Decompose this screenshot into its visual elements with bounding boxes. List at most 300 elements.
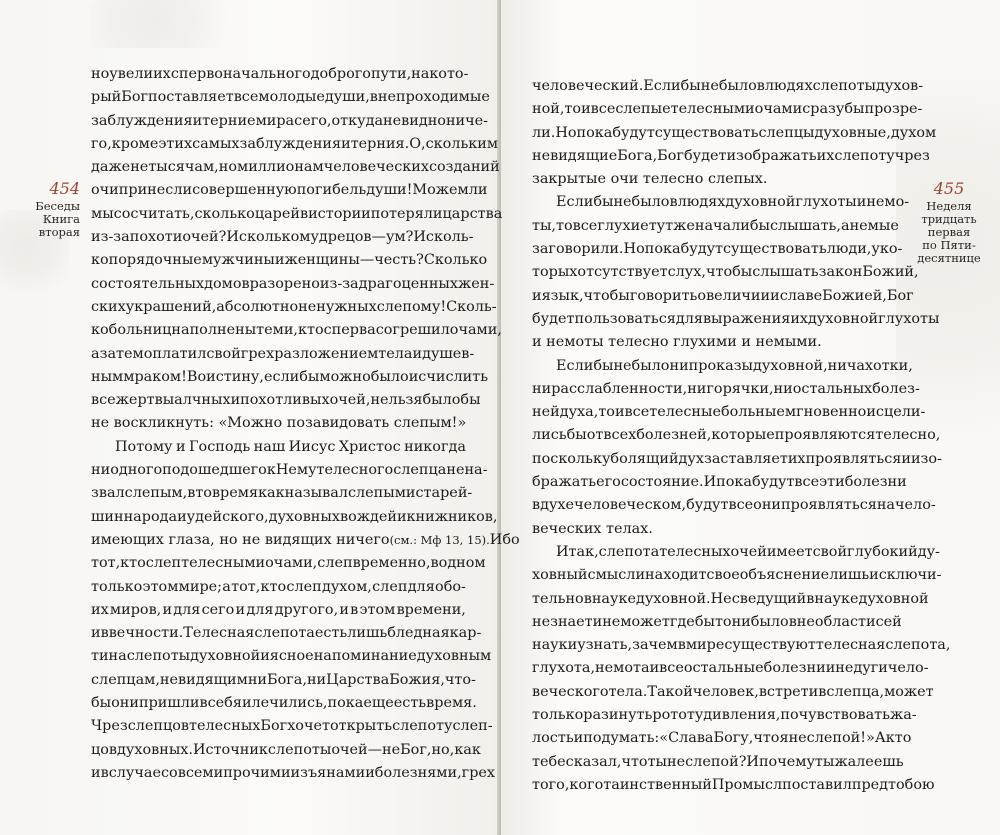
word: проявляться bbox=[805, 450, 902, 467]
word: для bbox=[246, 601, 274, 618]
text-line bbox=[91, 389, 481, 412]
text-line bbox=[91, 506, 498, 529]
word: было bbox=[718, 78, 757, 94]
word: слепцы bbox=[758, 124, 815, 141]
word: удивления, bbox=[694, 707, 781, 724]
text-line bbox=[91, 739, 481, 762]
word: слепота bbox=[598, 543, 660, 560]
word: очей bbox=[730, 543, 767, 560]
word: есть bbox=[314, 625, 348, 642]
word: в bbox=[369, 89, 378, 106]
word: совершенную bbox=[192, 182, 297, 199]
word: кто bbox=[120, 555, 146, 572]
word: духовной, bbox=[753, 357, 828, 374]
word: глухота, bbox=[532, 660, 596, 677]
word: Божия, bbox=[389, 671, 445, 688]
word: грех bbox=[240, 345, 275, 362]
text-line bbox=[532, 75, 924, 98]
word: начали bbox=[694, 217, 750, 234]
word: и bbox=[396, 508, 407, 525]
word: мы bbox=[91, 205, 114, 222]
word: мира bbox=[255, 112, 295, 129]
word: человеческий. bbox=[532, 78, 644, 94]
word: и bbox=[162, 601, 173, 618]
word: слепоту bbox=[834, 147, 895, 164]
word: все bbox=[659, 660, 684, 677]
word: жалеешь bbox=[834, 753, 904, 770]
word: будет bbox=[532, 310, 575, 327]
running-title-line: тридцать bbox=[921, 212, 977, 226]
word: и bbox=[581, 101, 591, 118]
running-title-line: вторая bbox=[38, 225, 80, 239]
word: Телесная bbox=[183, 625, 255, 642]
word: сперва bbox=[323, 322, 376, 339]
word: болезнями, bbox=[374, 764, 462, 781]
word: погибель bbox=[296, 182, 367, 199]
word: одного bbox=[110, 462, 163, 479]
word: почувствовать bbox=[780, 707, 890, 724]
word: пользоваться bbox=[574, 310, 676, 327]
word: язык, bbox=[541, 287, 584, 304]
text-line bbox=[91, 133, 499, 156]
word: ней bbox=[532, 404, 560, 421]
word: все bbox=[728, 497, 754, 514]
word: чело- bbox=[887, 660, 929, 677]
word: людях bbox=[677, 194, 726, 211]
word: жен- bbox=[458, 275, 495, 292]
running-title-line: Книга bbox=[42, 212, 80, 226]
word: мире bbox=[685, 637, 725, 654]
word: бы bbox=[749, 217, 770, 234]
word: затем bbox=[99, 345, 144, 362]
word: что bbox=[621, 753, 648, 770]
word: слеп bbox=[317, 555, 353, 572]
word: эти bbox=[819, 474, 845, 491]
word: будут bbox=[686, 497, 729, 514]
left-margin-note bbox=[20, 179, 80, 239]
word: их bbox=[790, 310, 809, 327]
word: лечились, bbox=[251, 695, 328, 712]
word: одном bbox=[438, 555, 486, 572]
word: кто bbox=[260, 578, 287, 595]
word: человеческом, bbox=[574, 497, 687, 514]
word: было bbox=[631, 194, 670, 211]
word: со bbox=[160, 764, 178, 781]
word: время. bbox=[426, 695, 477, 712]
word: очей, bbox=[329, 392, 371, 409]
text-line bbox=[91, 669, 476, 692]
word: кото- bbox=[429, 66, 469, 82]
text-line bbox=[91, 86, 490, 109]
word: подумать: bbox=[583, 730, 660, 747]
word: слеп bbox=[286, 578, 322, 595]
word: терние bbox=[202, 112, 256, 129]
word: разложением bbox=[274, 345, 379, 362]
word: объяснение bbox=[739, 567, 830, 584]
word: слепцам, bbox=[91, 671, 160, 688]
word: глухоты bbox=[795, 194, 857, 211]
word: духе bbox=[540, 497, 575, 514]
word: ни bbox=[731, 613, 751, 630]
word: из-за bbox=[319, 275, 359, 292]
word: и bbox=[235, 601, 246, 618]
word: слеп bbox=[145, 555, 182, 572]
text-line bbox=[532, 471, 907, 494]
word: Бог bbox=[121, 89, 149, 106]
word: рот bbox=[652, 707, 679, 724]
word: не bbox=[613, 357, 632, 374]
word: и bbox=[192, 112, 203, 129]
word: они bbox=[753, 497, 782, 514]
word: глухие bbox=[597, 217, 649, 234]
word: старей- bbox=[415, 485, 473, 502]
word: и bbox=[339, 601, 349, 618]
word: еще bbox=[363, 695, 394, 712]
word: их bbox=[153, 66, 171, 82]
word: веческого bbox=[532, 683, 609, 700]
word: то bbox=[556, 217, 573, 234]
word: мудрецов bbox=[299, 229, 372, 246]
word: из-за bbox=[91, 229, 130, 246]
text-line bbox=[532, 238, 903, 261]
word: домов bbox=[204, 275, 250, 292]
text-line bbox=[532, 751, 904, 774]
word: в bbox=[583, 590, 592, 607]
word: ни bbox=[306, 671, 327, 688]
word: сего bbox=[201, 601, 235, 618]
word: болезней, bbox=[636, 427, 712, 444]
text-line bbox=[532, 727, 912, 750]
word: в bbox=[299, 205, 309, 222]
text-line bbox=[532, 564, 942, 587]
word: сего, bbox=[294, 112, 332, 129]
word: немота bbox=[595, 660, 650, 677]
left-body-text bbox=[91, 63, 520, 785]
word: существовать bbox=[723, 241, 827, 258]
word: для bbox=[675, 310, 703, 327]
word: слепой? bbox=[685, 753, 747, 770]
word: Христос bbox=[338, 438, 401, 455]
word: существуют bbox=[724, 637, 816, 654]
word: Божией, bbox=[822, 287, 887, 304]
word: не bbox=[383, 112, 402, 129]
word: и bbox=[592, 613, 603, 630]
word: всех bbox=[603, 427, 637, 444]
word: созданий bbox=[428, 159, 500, 176]
word: ских bbox=[91, 298, 126, 315]
word: очами, bbox=[449, 322, 502, 339]
word: ни bbox=[773, 380, 793, 397]
word: духов- bbox=[876, 78, 924, 94]
word: ной, bbox=[532, 101, 565, 118]
word: этих bbox=[158, 135, 193, 152]
text-line bbox=[91, 366, 489, 389]
word: науке bbox=[814, 590, 859, 607]
word: видящие bbox=[550, 147, 618, 164]
word: ни bbox=[687, 380, 707, 397]
word: наполнены bbox=[171, 322, 257, 339]
word: звал bbox=[91, 485, 125, 502]
word: исцели- bbox=[866, 404, 926, 421]
word: чело- bbox=[895, 497, 936, 514]
word: проказы bbox=[688, 357, 754, 374]
word: и bbox=[532, 287, 542, 304]
word: ясное bbox=[269, 648, 314, 665]
word: к bbox=[266, 462, 276, 479]
word: кар- bbox=[449, 625, 482, 642]
word: нельзя bbox=[370, 392, 423, 409]
word: слепца bbox=[393, 462, 447, 479]
word: похотливых bbox=[240, 392, 330, 409]
word: телесными bbox=[670, 101, 755, 118]
text-line bbox=[91, 552, 486, 575]
word: терния. bbox=[350, 135, 410, 152]
word: ли bbox=[468, 182, 488, 199]
word: Воистину, bbox=[186, 368, 264, 385]
word: очи bbox=[91, 182, 119, 199]
word: Промысл bbox=[711, 776, 783, 793]
word: и bbox=[412, 345, 423, 362]
word: миров, bbox=[109, 601, 162, 618]
word: не bbox=[532, 613, 551, 630]
word: тельно bbox=[532, 590, 584, 607]
text-line bbox=[91, 762, 496, 785]
word: телесные bbox=[649, 404, 721, 421]
word: кого bbox=[569, 776, 604, 793]
word: как bbox=[454, 741, 481, 758]
word: телесными bbox=[181, 555, 266, 572]
word: а bbox=[91, 345, 100, 362]
word: оплатил bbox=[143, 345, 207, 362]
word: И bbox=[746, 753, 759, 770]
word: отсутствует bbox=[577, 264, 668, 281]
word: закон bbox=[818, 264, 863, 281]
word: все bbox=[624, 404, 650, 421]
text-line bbox=[91, 482, 473, 505]
word: сосчитать, bbox=[113, 205, 195, 222]
word: видящим bbox=[178, 671, 248, 688]
word: не bbox=[532, 147, 551, 164]
text-line bbox=[532, 215, 897, 238]
word: Но bbox=[555, 124, 577, 141]
word: книжников, bbox=[406, 508, 498, 525]
word: сказал, bbox=[565, 753, 622, 770]
word: духовной bbox=[858, 590, 929, 607]
word: и bbox=[635, 567, 646, 584]
word: а bbox=[840, 217, 850, 234]
word: пришли bbox=[138, 695, 200, 712]
word: О, bbox=[409, 135, 426, 152]
word: в bbox=[100, 764, 109, 781]
word: разинуть bbox=[583, 707, 653, 724]
word: в bbox=[100, 625, 109, 642]
word: похоти bbox=[129, 229, 183, 246]
word: не bbox=[298, 298, 317, 315]
text-line bbox=[532, 145, 930, 168]
running-title-line: десятнице bbox=[917, 251, 981, 265]
text-line bbox=[532, 261, 919, 284]
word: болящий bbox=[610, 450, 679, 467]
word: больные bbox=[721, 404, 785, 421]
word: бы bbox=[91, 695, 112, 712]
word: хочет bbox=[287, 718, 330, 735]
word: ты bbox=[814, 753, 835, 770]
word: болезни bbox=[763, 660, 826, 677]
word: не bbox=[788, 730, 807, 747]
word: и bbox=[260, 648, 270, 665]
word: и bbox=[91, 625, 101, 642]
word: славе bbox=[779, 287, 823, 304]
word: того, bbox=[532, 776, 570, 793]
word: тобою bbox=[888, 776, 935, 793]
word: таинственный bbox=[603, 776, 712, 793]
word: бы bbox=[566, 427, 587, 444]
word: заговорили. bbox=[532, 241, 624, 258]
word: тот, bbox=[231, 578, 261, 595]
word: И bbox=[703, 474, 717, 491]
word: скольким bbox=[425, 135, 499, 152]
word: случае bbox=[108, 764, 161, 781]
word: времени, bbox=[396, 601, 466, 618]
word: вождей bbox=[339, 508, 397, 525]
word: слепота, bbox=[885, 637, 951, 654]
word: в bbox=[669, 194, 678, 211]
text-line bbox=[532, 657, 929, 680]
word: кто bbox=[298, 322, 324, 339]
word: мире; bbox=[178, 578, 223, 595]
text-line bbox=[532, 285, 914, 308]
text-line bbox=[91, 576, 466, 599]
word: в bbox=[187, 485, 196, 502]
text-line bbox=[532, 191, 910, 214]
word: все bbox=[572, 217, 598, 234]
word: пред bbox=[851, 776, 889, 793]
word: человек, bbox=[692, 683, 759, 700]
word: науки bbox=[532, 637, 578, 654]
word: Если bbox=[643, 78, 681, 94]
word: свое bbox=[706, 567, 740, 584]
word: временно, bbox=[352, 555, 431, 572]
word: ни bbox=[91, 462, 111, 479]
word: подошедшего bbox=[162, 462, 267, 479]
word: больниц bbox=[108, 322, 172, 339]
word: людях bbox=[764, 78, 813, 94]
word: для bbox=[407, 578, 435, 595]
word: время bbox=[211, 485, 259, 502]
word: — bbox=[371, 229, 386, 246]
text-line bbox=[532, 681, 934, 704]
word: этом bbox=[142, 578, 179, 595]
word: Если bbox=[556, 357, 594, 374]
word: жа- bbox=[889, 707, 917, 724]
text-line bbox=[91, 249, 488, 272]
text-line bbox=[532, 541, 940, 564]
word: бы bbox=[460, 392, 481, 409]
word: духом, bbox=[321, 578, 372, 595]
word: духовным bbox=[416, 648, 492, 665]
word: от bbox=[678, 707, 695, 724]
word: духовные, bbox=[814, 124, 891, 141]
word: встретив bbox=[758, 683, 827, 700]
word: Иисус bbox=[288, 438, 336, 455]
word: горячки, bbox=[706, 380, 774, 397]
word: будут bbox=[680, 241, 723, 258]
text-line bbox=[532, 401, 926, 424]
word: было bbox=[750, 613, 789, 630]
text-line bbox=[91, 226, 474, 249]
word: — bbox=[359, 252, 375, 269]
word: поставляет bbox=[148, 89, 234, 106]
word: молодые bbox=[258, 89, 325, 106]
word: пока bbox=[327, 695, 364, 712]
text-line bbox=[91, 459, 488, 482]
word: бы bbox=[299, 368, 320, 385]
word: не bbox=[446, 462, 465, 479]
word: мужчины bbox=[201, 252, 275, 269]
word: не bbox=[602, 613, 621, 630]
word: драгоценных bbox=[358, 275, 459, 292]
word: только bbox=[91, 578, 143, 595]
text-line bbox=[91, 692, 477, 715]
word: себя bbox=[207, 695, 242, 712]
word: тебе bbox=[532, 753, 566, 770]
word: духа, bbox=[559, 404, 599, 421]
scripture-reference: (см.: Мф 13, 15). bbox=[389, 532, 490, 547]
word: слеп- bbox=[452, 718, 493, 735]
word: слепому! bbox=[376, 298, 447, 315]
word: слепыми bbox=[347, 485, 416, 502]
word: слепцов bbox=[127, 718, 190, 735]
word: слышать, bbox=[769, 217, 841, 234]
running-title-line: по Пяти- bbox=[922, 238, 976, 252]
word: кроме bbox=[111, 135, 159, 152]
word: и bbox=[614, 404, 625, 421]
word: все bbox=[233, 89, 259, 106]
word: теми, bbox=[256, 322, 298, 339]
word: и bbox=[91, 764, 101, 781]
word: тысячам, bbox=[148, 159, 219, 176]
word: глухоты bbox=[878, 310, 940, 327]
word: Божий, bbox=[862, 264, 919, 281]
word: ниче- bbox=[445, 112, 489, 129]
word: слеп bbox=[372, 578, 408, 595]
word: духовной. bbox=[635, 590, 711, 607]
word: и bbox=[365, 764, 375, 781]
word: и bbox=[341, 135, 351, 152]
word: только bbox=[532, 707, 584, 724]
word: прозре- bbox=[864, 101, 923, 118]
word: жертвы bbox=[115, 392, 175, 409]
word: изъянами bbox=[290, 764, 366, 781]
word: сколько bbox=[238, 229, 300, 246]
text-line bbox=[91, 179, 488, 202]
word: исчислить bbox=[408, 368, 489, 385]
word: очей bbox=[331, 741, 368, 758]
word: потеряли bbox=[370, 205, 443, 222]
word: ко- bbox=[879, 241, 903, 258]
word: никогда bbox=[404, 438, 466, 455]
word: то bbox=[598, 404, 615, 421]
word: величии bbox=[706, 287, 771, 304]
word: болезни bbox=[844, 474, 907, 491]
word: открыть bbox=[329, 718, 393, 735]
word: выражения bbox=[702, 310, 791, 327]
word: миллионам bbox=[237, 159, 324, 176]
word: шин bbox=[91, 508, 124, 525]
word: болез- bbox=[872, 380, 920, 397]
text-line bbox=[91, 296, 497, 319]
word: слепым, bbox=[124, 485, 188, 502]
